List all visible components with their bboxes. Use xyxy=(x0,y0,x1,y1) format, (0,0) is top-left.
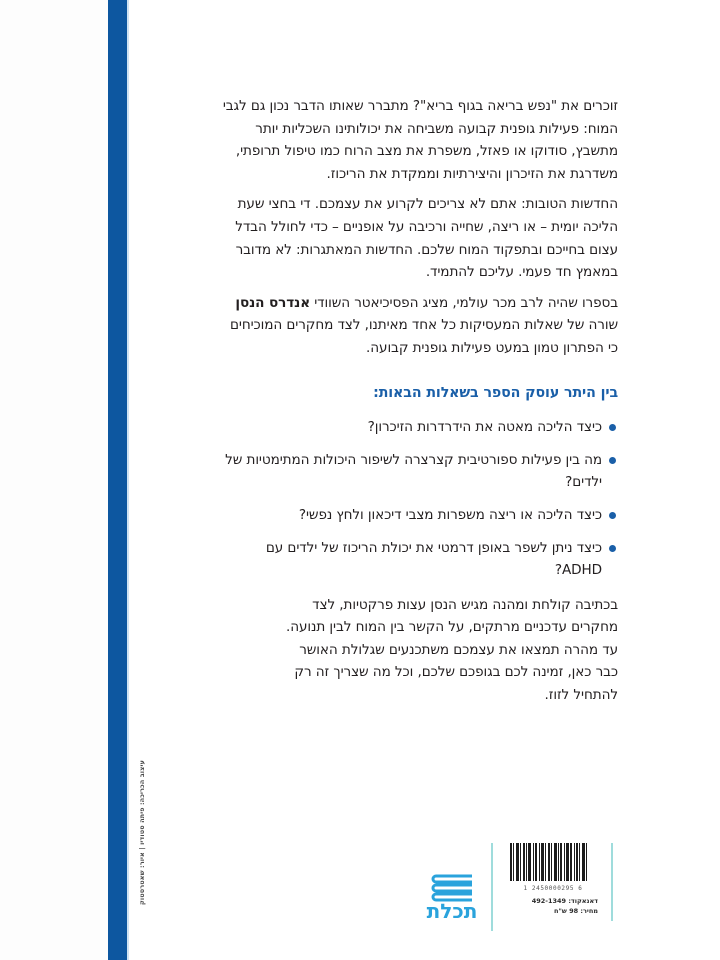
bullet-dot-icon xyxy=(609,545,616,552)
question-item xyxy=(218,537,618,582)
catalog-number: דאנאקוד: 492-1349 xyxy=(531,897,598,905)
left-margin xyxy=(0,0,108,960)
closing-text: בכתיבה קולחת ומהנה מגיש הנסן עצות פרקטיות, לצד מחקרים עדכניים מרתקים, על הקשר בין המוח לבין תנועה. עד מהרה תמצאו את עצמכם משתכנעים שגלולת האושר כבר כאן, זמינה לכם בגופכם שלכם, וכל מה שצריך זה רק להתחיל לזוז. xyxy=(286,596,618,704)
barcode-number: 1 2450000295 6 xyxy=(523,885,583,892)
barcode-icon xyxy=(510,843,594,881)
blurb-paragraph-1: זוכרים את "נפש בריאה בגוף בריא"? מתברר שאותו הדבר נכון גם לגבי המוח: פעילות גופנית קבועה משביחה את יכולותינו השכליות יותר מתשבץ, סודוקו או פאזל, משפרת את מצב הרוח כמו טיפול תרופתי, משדרגת את הזיכרון והיצירתיות וממקדת את הריכוז. xyxy=(222,98,618,182)
paragraph3-rest: שורה של שאלות המעסיקות כל אחד מאיתנו, לצד מחקרים המוכיחים כי הפתרון טמון במעט פעילות גופנית קבועה. xyxy=(229,317,618,356)
publisher-logo xyxy=(422,872,478,932)
questions-list xyxy=(218,416,618,582)
question-item xyxy=(218,504,618,527)
blurb-paragraph-2: החדשות הטובות: אתם לא צריכים לקרוע את עצמכם. די בחצי שעת הליכה יומית – או ריצה, שחייה ורכיבה על אופניים – כדי לחולל הבדל עצום בחייכם ובתפקוד המוח שלכם. החדשות המאתגרות: לא מדובר במאמץ חד פעמי. עליכם להתמיד. xyxy=(235,196,618,281)
barcode-separator-right xyxy=(611,843,613,921)
price-label: מחיר: 98 ש"ח xyxy=(554,907,598,915)
question-text: כיצד ניתן לשפר באופן דרמטי את יכולת הריכוז של ילדים עם ADHD? xyxy=(265,539,602,579)
author-name: אנדרס הנסן xyxy=(235,294,310,311)
stacked-books-icon xyxy=(428,872,474,902)
spine-edge-highlight xyxy=(127,0,129,960)
blurb-paragraph-3 xyxy=(218,292,618,360)
question-text: כיצד הליכה או ריצה משפרות מצבי דיכאון ולחץ נפשי? xyxy=(298,506,602,523)
spine-color-band xyxy=(108,0,127,960)
paragraph3-intro: בספרו שהיה לרב מכר עולמי, מציג הפסיכיאטר השוודי xyxy=(310,294,618,311)
bullet-dot-icon xyxy=(609,512,616,519)
bullet-dot-icon xyxy=(609,424,616,431)
barcode-meta xyxy=(504,896,598,916)
barcode-separator-left xyxy=(491,843,493,931)
bullet-dot-icon xyxy=(609,457,616,464)
cover-design-credit: עיצוב הכריכה: פיתה סטודיו | איור: שאטרסטוק xyxy=(138,760,146,905)
publisher-name: תכלת xyxy=(426,899,478,923)
blurb-text-block xyxy=(218,95,618,707)
closing-paragraph xyxy=(278,594,618,707)
question-item xyxy=(218,449,618,494)
questions-heading: בין היתר עוסק הספר בשאלות הבאות: xyxy=(373,384,618,401)
question-item xyxy=(218,416,618,439)
question-text: כיצד הליכה מאטה את הידרדרות הזיכרון? xyxy=(367,419,602,436)
question-text: מה בין פעילות ספורטיבית קצרצרה לשיפור היכולות המתימטיות של ילדים? xyxy=(225,451,602,491)
